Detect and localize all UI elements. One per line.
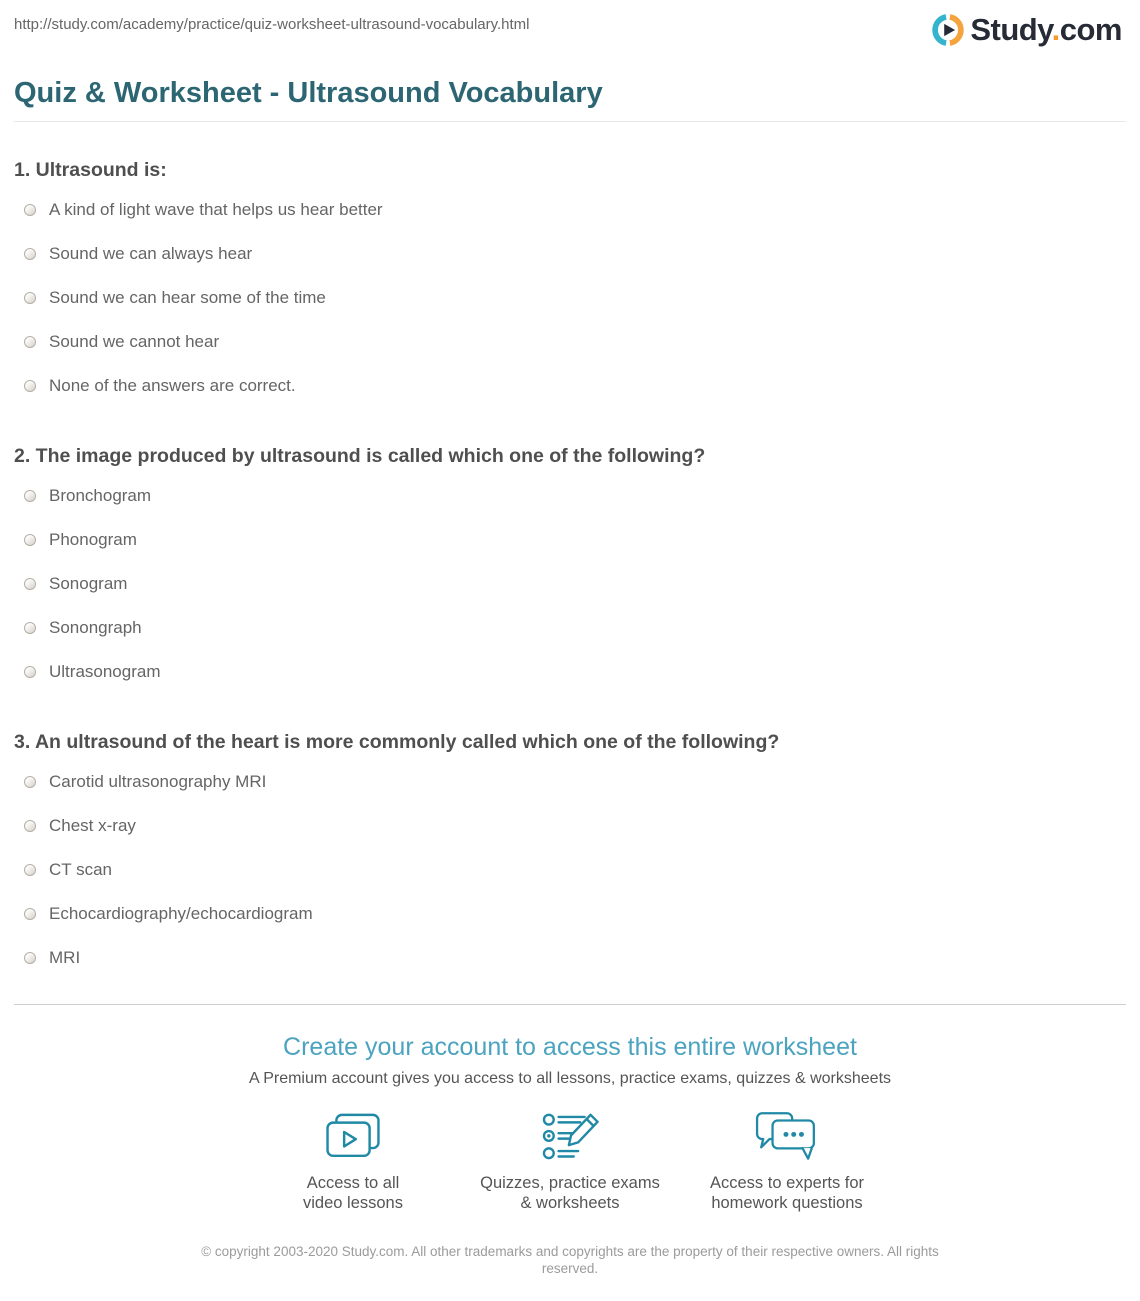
cta-title: Create your account to access this entire worksheet	[283, 1033, 857, 1061]
footer	[0, 1243, 1140, 1277]
page-title: Quiz & Worksheet - Ultrasound Vocabulary	[14, 75, 1126, 122]
feature-label: Access to all video lessons	[303, 1174, 403, 1212]
option-label: Carotid ultrasonography MRI	[49, 772, 267, 791]
radio-button[interactable]	[24, 534, 36, 546]
logo-com: com	[1059, 12, 1122, 47]
answer-option[interactable]	[14, 474, 1126, 518]
radio-button[interactable]	[24, 820, 36, 832]
question-1-options	[14, 188, 1126, 408]
radio-button[interactable]	[24, 908, 36, 920]
answer-option[interactable]	[14, 518, 1126, 562]
radio-button[interactable]	[24, 380, 36, 392]
studycom-logo[interactable]	[931, 12, 1122, 48]
answer-option[interactable]	[14, 804, 1126, 848]
quiz-worksheet-icon	[539, 1111, 602, 1163]
option-label: Echocardiography/echocardiogram	[49, 904, 313, 923]
feature-expert-help	[679, 1111, 896, 1213]
question-1	[14, 158, 1126, 408]
answer-option[interactable]	[14, 188, 1126, 232]
answer-option[interactable]	[14, 760, 1126, 804]
answer-option[interactable]	[14, 848, 1126, 892]
video-lessons-icon	[322, 1111, 384, 1163]
logo-study: Study	[970, 12, 1052, 47]
play-logo-icon	[931, 13, 965, 47]
option-label: Sound we can always hear	[49, 244, 253, 263]
answer-option[interactable]	[14, 650, 1126, 694]
option-label: None of the answers are correct.	[49, 376, 296, 395]
question-3-options	[14, 760, 1126, 980]
option-label: Phonogram	[49, 530, 137, 549]
feature-list	[0, 1111, 1140, 1213]
question-1-heading: 1. Ultrasound is:	[14, 159, 167, 181]
option-label: Chest x-ray	[49, 816, 136, 835]
option-label: Bronchogram	[49, 486, 152, 505]
answer-option[interactable]	[14, 892, 1126, 936]
question-3-heading: 3. An ultrasound of the heart is more commonly called which one of the following?	[14, 731, 780, 753]
option-label: A kind of light wave that helps us hear better	[49, 200, 383, 219]
answer-option[interactable]	[14, 606, 1126, 650]
page-url: http://study.com/academy/practice/quiz-worksheet-ultrasound-vocabulary.html	[14, 16, 530, 33]
answer-option[interactable]	[14, 320, 1126, 364]
radio-button[interactable]	[24, 622, 36, 634]
radio-button[interactable]	[24, 292, 36, 304]
logo-wordmark	[970, 12, 1122, 48]
header	[0, 0, 1140, 52]
radio-button[interactable]	[24, 336, 36, 348]
radio-button[interactable]	[24, 204, 36, 216]
feature-video-lessons	[245, 1111, 462, 1213]
chat-experts-icon	[755, 1111, 819, 1163]
cta-subtitle: A Premium account gives you access to all lessons, practice exams, quizzes & worksheets	[248, 1070, 892, 1087]
option-label: CT scan	[49, 860, 112, 879]
question-2-heading: 2. The image produced by ultrasound is called which one of the following?	[14, 445, 706, 467]
option-label: MRI	[49, 948, 81, 967]
answer-option[interactable]	[14, 364, 1126, 408]
radio-button[interactable]	[24, 578, 36, 590]
question-2	[14, 444, 1126, 694]
option-label: Sound we can hear some of the time	[49, 288, 326, 307]
answer-option[interactable]	[14, 276, 1126, 320]
radio-button[interactable]	[24, 248, 36, 260]
option-label: Ultrasonogram	[49, 662, 161, 681]
option-label: Sonongraph	[49, 618, 142, 637]
radio-button[interactable]	[24, 776, 36, 788]
question-3	[14, 730, 1126, 980]
cta-section	[0, 1031, 1140, 1213]
feature-quizzes-worksheets	[462, 1111, 679, 1213]
feature-label: Access to experts for homework questions	[709, 1174, 865, 1212]
feature-label: Quizzes, practice exams & worksheets	[480, 1174, 660, 1212]
option-label: Sound we cannot hear	[49, 332, 220, 351]
logo-dot: .	[1051, 12, 1060, 47]
question-2-options	[14, 474, 1126, 694]
answer-option[interactable]	[14, 562, 1126, 606]
radio-button[interactable]	[24, 864, 36, 876]
section-divider	[14, 1004, 1126, 1005]
copyright-text: © copyright 2003-2020 Study.com. All other trademarks and copyrights are the property of their respective owners. All rights reserved.	[201, 1244, 939, 1276]
radio-button[interactable]	[24, 666, 36, 678]
option-label: Sonogram	[49, 574, 128, 593]
quiz-questions	[0, 158, 1140, 980]
answer-option[interactable]	[14, 232, 1126, 276]
radio-button[interactable]	[24, 952, 36, 964]
radio-button[interactable]	[24, 490, 36, 502]
answer-option[interactable]	[14, 936, 1126, 980]
